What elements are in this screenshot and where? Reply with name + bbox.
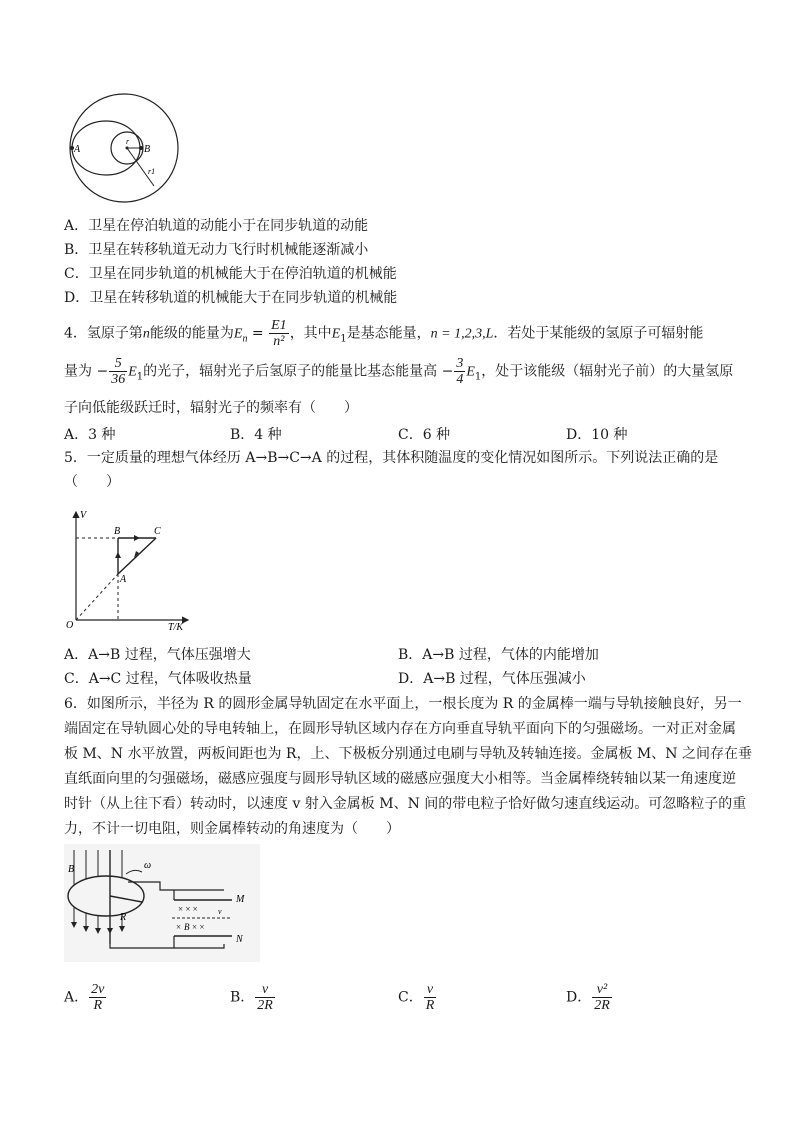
q4-line-2: 量为 − $\frac{5}{36}$ $E_1$的光子，辐射光子后氢原子的能量比基态能量高 − $\frac{3}{4}$ $E_1$，处于该能级（辐射光子前）的大量氢原 bbox=[64, 356, 734, 387]
q5-option-b: B．A→B 过程，气体的内能增加 bbox=[398, 647, 599, 663]
q6-line-4: 直纸面向里的匀强磁场，磁感应强度与圆形导轨区域的磁感应强度大小相等。当金属棒绕转轴以某一角速度逆 bbox=[64, 771, 736, 787]
q3-option-d: D．卫星在转移轨道的机械能大于在同步轨道的机械能 bbox=[64, 290, 398, 306]
line-ca bbox=[118, 538, 156, 574]
graph-v-label: V bbox=[80, 510, 87, 521]
q4-line-3: 子向低能级跃迁时，辐射光子的频率有（ ） bbox=[64, 400, 358, 416]
sync-orbit bbox=[70, 94, 178, 202]
graph-a-label: A bbox=[120, 574, 127, 585]
dash-ob bbox=[76, 574, 118, 620]
q6-option-a: A． $\frac{2v}{R}$ bbox=[64, 982, 105, 1013]
q6-line-1: 6．如图所示，半径为 R 的圆形金属导轨固定在水平面上，一根长度为 R 的金属棒一端与导轨接触良好，另一 bbox=[64, 696, 742, 712]
fig1-label-r1: r1 bbox=[148, 167, 156, 176]
q6-option-c: C． $\frac{v}{R}$ bbox=[398, 982, 435, 1013]
svg-text:R: R bbox=[120, 912, 127, 923]
q5-line-2: （ ） bbox=[64, 474, 120, 490]
q5-option-d: D．A→B 过程，气体压强减小 bbox=[398, 671, 586, 687]
q3-option-a: A．卫星在停泊轨道的动能小于在同步轨道的动能 bbox=[64, 218, 369, 234]
svg-text:ω: ω bbox=[144, 860, 152, 871]
q4-option-c: C．6 种 bbox=[398, 427, 451, 443]
fig1-label-a: A bbox=[74, 144, 81, 155]
svg-text:B: B bbox=[68, 864, 75, 875]
svg-text:N: N bbox=[236, 934, 243, 945]
q6-option-b: B． $\frac{v}{2R}$ bbox=[230, 982, 273, 1013]
q4-line-1: 4．氢原子第n能级的能量为$E_n$ = $\frac{E1}{\text{n²}}$ ，其中$E_1$是基态能量，n = 1,2,3,L．若处于某能级的氢原子可辐射能 bbox=[64, 318, 704, 349]
svg-text:× × ×: × × × bbox=[178, 904, 198, 914]
graph-t-label: T/K bbox=[168, 622, 184, 632]
fig1-label-b: B bbox=[144, 144, 151, 155]
graph-c-label: C bbox=[154, 526, 161, 537]
rotating-rod-figure bbox=[64, 844, 260, 962]
q5-line-1: 5．一定质量的理想气体经历 A→B→C→A 的过程，其体积随温度的变化情况如图所示。下列说法正确的是 bbox=[64, 450, 719, 466]
q3-option-b: B．卫星在转移轨道无动力飞行时机械能逐渐减小 bbox=[64, 242, 369, 258]
vt-graph bbox=[64, 506, 194, 632]
svg-text:v: v bbox=[218, 907, 222, 916]
q6-line-3: 板 M、N 水平放置，两板间距也为 R，上、下极板分别通过电刷与导轨及转轴连接。金属板 M、N 之间存在垂 bbox=[64, 746, 752, 762]
q4-option-a: A．3 种 bbox=[64, 427, 116, 443]
svg-text:×: × bbox=[176, 922, 182, 932]
q3-option-c: C．卫星在同步轨道的机械能大于在停泊轨道的机械能 bbox=[64, 266, 397, 282]
q6-line-2: 端固定在导轨圆心处的导电转轴上，在圆形导轨区域内存在方向垂直导轨平面向下的匀强磁场。一对正对金属 bbox=[64, 721, 736, 737]
q4-option-d: D．10 种 bbox=[566, 427, 628, 443]
q5-option-c: C．A→C 过程，气体吸收热量 bbox=[64, 671, 252, 687]
fig1-label-r: r bbox=[126, 137, 130, 146]
q6-option-d: D． $\frac{\text{v²}}{2R}$ bbox=[566, 982, 610, 1013]
arrow-bc bbox=[134, 535, 140, 541]
orbit-figure bbox=[64, 88, 184, 204]
svg-text:M: M bbox=[236, 894, 245, 905]
q4-option-b: B．4 种 bbox=[230, 427, 282, 443]
svg-text:× ×: × × bbox=[192, 922, 205, 932]
svg-text:B: B bbox=[184, 922, 190, 932]
graph-o-label: O bbox=[66, 620, 74, 631]
graph-b-label: B bbox=[114, 526, 121, 537]
arrow-ab bbox=[115, 552, 121, 558]
q6-line-5: 时针（从上往下看）转动时，以速度 v 射入金属板 M、N 间的带电粒子恰好做匀速直线运动。可忽略粒子的重 bbox=[64, 796, 747, 812]
q5-option-a: A．A→B 过程，气体压强增大 bbox=[64, 647, 251, 663]
point-b bbox=[139, 146, 143, 150]
q6-line-6: 力，不计一切电阻，则金属棒转动的角速度为（ ） bbox=[64, 821, 400, 837]
